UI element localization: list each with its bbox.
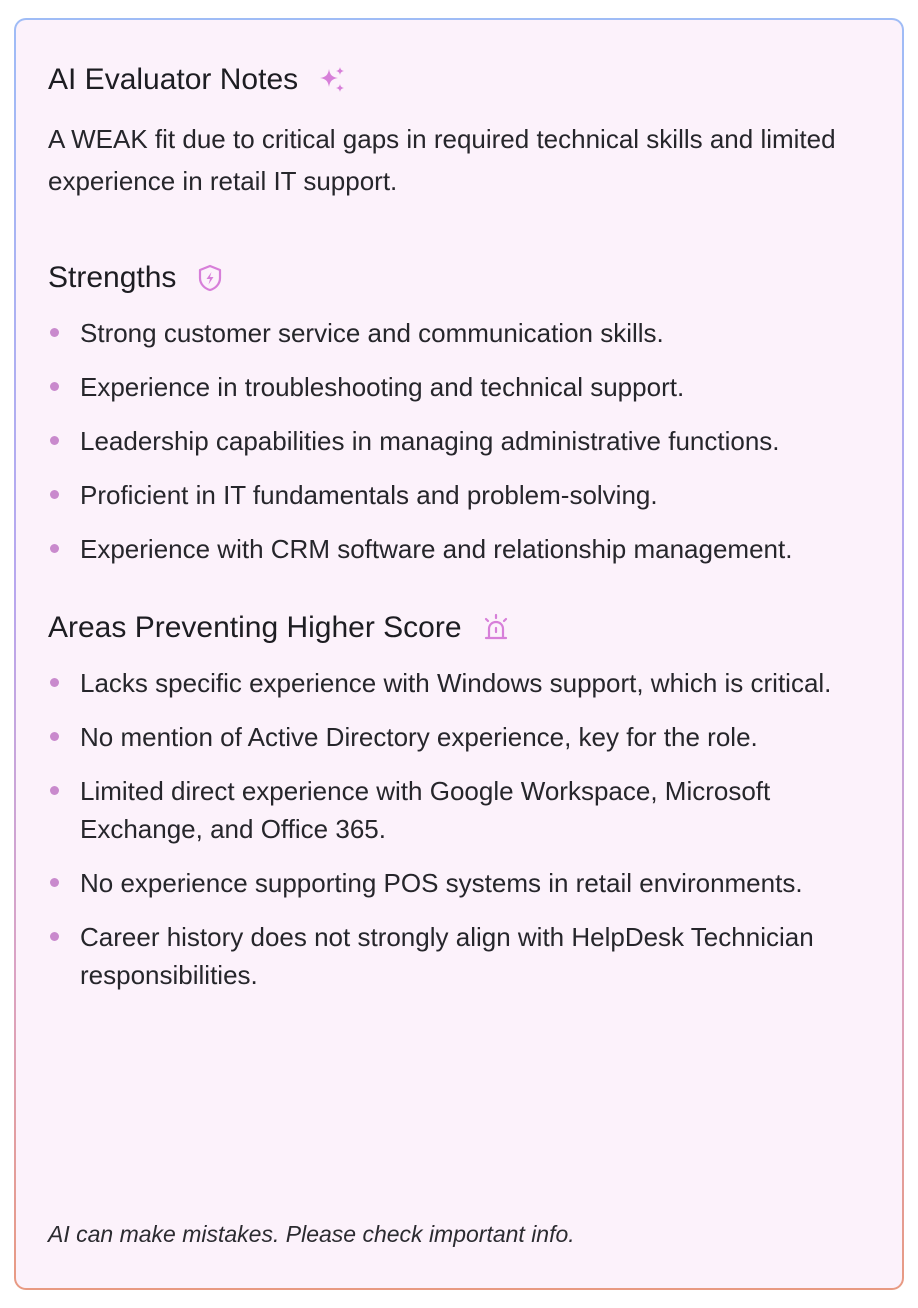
evaluator-notes-card <box>16 20 902 1288</box>
list-item <box>48 476 870 514</box>
notes-heading <box>48 60 870 100</box>
strength-text: Experience in troubleshooting and technical support. <box>80 372 685 402</box>
areas-heading <box>48 608 870 648</box>
strengths-section <box>48 258 870 568</box>
areas-title: Areas Preventing Higher Score <box>48 611 462 644</box>
bullet-dot <box>50 490 59 499</box>
strength-text: Strong customer service and communication skills. <box>80 318 664 348</box>
sparkles-icon <box>316 64 348 96</box>
list-item <box>48 530 870 568</box>
strengths-list <box>48 314 870 568</box>
bullet-dot <box>50 932 59 941</box>
bullet-dot <box>50 878 59 887</box>
list-item <box>48 772 870 848</box>
area-text: Career history does not strongly align with HelpDesk Technician responsibilities. <box>80 922 814 990</box>
bullet-dot <box>50 436 59 445</box>
bullet-dot <box>50 544 59 553</box>
list-item <box>48 368 870 406</box>
area-text: Lacks specific experience with Windows support, which is critical. <box>80 668 832 698</box>
alarm-siren-icon <box>480 612 512 644</box>
strengths-heading <box>48 258 870 298</box>
list-item <box>48 718 870 756</box>
fit-summary: A WEAK fit due to critical gaps in required technical skills and limited experience in retail IT support. <box>48 124 836 196</box>
list-item <box>48 422 870 460</box>
bullet-dot <box>50 382 59 391</box>
list-item <box>48 664 870 702</box>
strengths-title: Strengths <box>48 261 177 294</box>
bullet-dot <box>50 732 59 741</box>
area-text: Limited direct experience with Google Workspace, Microsoft Exchange, and Office 365. <box>80 776 771 844</box>
list-item <box>48 864 870 902</box>
evaluator-notes-card-border <box>14 18 904 1290</box>
area-text: No mention of Active Directory experience, key for the role. <box>80 722 758 752</box>
bullet-dot <box>50 678 59 687</box>
notes-title: AI Evaluator Notes <box>48 63 299 96</box>
ai-disclaimer: AI can make mistakes. Please check important info. <box>48 1221 575 1247</box>
list-item <box>48 918 870 994</box>
shield-bolt-icon <box>194 262 226 294</box>
areas-section <box>48 608 870 994</box>
strength-text: Leadership capabilities in managing administrative functions. <box>80 426 780 456</box>
area-text: No experience supporting POS systems in retail environments. <box>80 868 803 898</box>
strength-text: Proficient in IT fundamentals and problem-solving. <box>80 480 658 510</box>
bullet-dot <box>50 328 59 337</box>
strength-text: Experience with CRM software and relationship management. <box>80 534 793 564</box>
bullet-dot <box>50 786 59 795</box>
areas-list <box>48 664 870 994</box>
list-item <box>48 314 870 352</box>
